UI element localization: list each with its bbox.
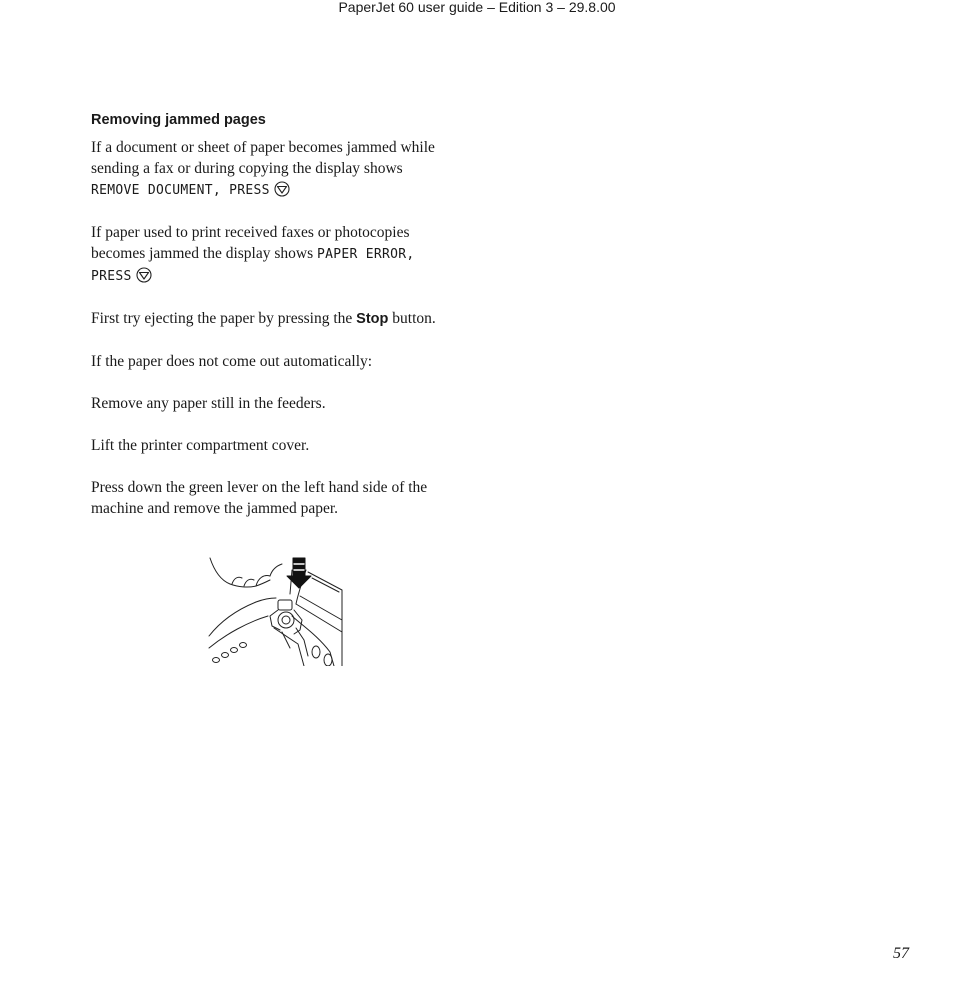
paragraph-remove-paper: Remove any paper still in the feeders. — [91, 395, 326, 412]
paragraph-lift-cover: Lift the printer compartment cover. — [91, 437, 310, 454]
running-header: PaperJet 60 user guide – Edition 3 – 29.8.00 — [338, 0, 616, 15]
main-content — [91, 110, 453, 540]
display-message: REMOVE DOCUMENT, PRESS — [91, 183, 270, 198]
paragraph-text: If a document or sheet of paper becomes jammed while sending a fax or during copying the display shows — [91, 139, 435, 177]
paragraph-stop-button — [91, 308, 453, 330]
paragraph-text: button. — [392, 310, 436, 327]
stop-key-icon — [136, 267, 152, 283]
paragraph-not-automatic: If the paper does not come out automatically: — [91, 353, 373, 370]
stop-key-icon — [274, 181, 290, 197]
printer-jam-lever-illustration — [208, 556, 343, 666]
paragraph-document-jam — [91, 137, 453, 201]
paragraph-text: First try ejecting the paper by pressing the — [91, 310, 353, 327]
paragraph-text: If paper used to print received faxes or photocopies becomes jammed the display shows — [91, 224, 410, 262]
section-heading: Removing jammed pages — [91, 112, 266, 128]
paragraph-paper-jam — [91, 222, 453, 287]
stop-button-label: Stop — [356, 311, 389, 327]
display-message: PAPER ERROR, PRESS — [91, 247, 415, 284]
page-number: 57 — [893, 945, 909, 962]
paragraph-press-lever: Press down the green lever on the left hand side of the machine and remove the jammed paper. — [91, 479, 428, 517]
